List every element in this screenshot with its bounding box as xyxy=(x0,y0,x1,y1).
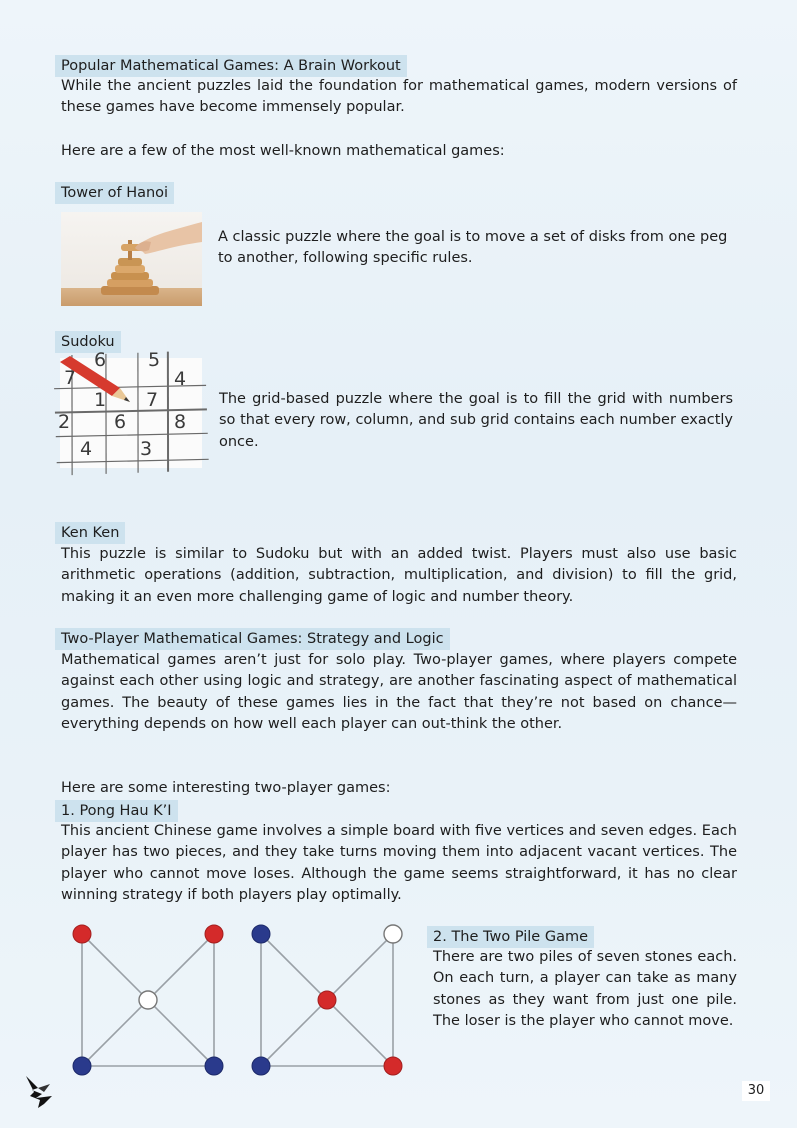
blue-piece xyxy=(252,1057,270,1075)
sudoku-photo xyxy=(58,349,202,468)
sudoku-digit: 2 xyxy=(58,411,71,433)
paragraph-kenken: This puzzle is similar to Sudoku but with an added twist. Players must also use basic arithmetic operations (addition, subtraction, multiplication, and division) to fill the grid, making it an even more challenging game of logic and number theory. xyxy=(61,546,737,605)
red-piece xyxy=(73,925,91,943)
sudoku-digit: 1 xyxy=(94,389,107,411)
publisher-logo-icon xyxy=(24,1074,56,1108)
sudoku-digit: 8 xyxy=(174,411,187,433)
section-heading-kenken: Ken Ken xyxy=(55,522,125,544)
paragraph-two-pile: There are two piles of seven stones each. On each turn, a player can take as many stones as they want from just one pile. The loser is the player who cannot move. xyxy=(433,949,737,1029)
paragraph-popular-list-intro: Here are a few of the most well-known mathematical games: xyxy=(61,143,505,159)
paragraph-two-player-list-intro: Here are some interesting two-player games: xyxy=(61,780,391,796)
paragraph-two-player: Mathematical games aren’t just for solo play. Two-player games, where players compete against each other using logic and strategy, are another fascinating aspect of mathematical games. The beauty of these games lies in the fact that they’re not based on chance—everything depends on how well each player can out-think the other. xyxy=(61,652,737,732)
paragraph-popular-intro: While the ancient puzzles laid the foundation for mathematical games, modern versions of these games have become immensely popular. xyxy=(61,78,737,116)
sudoku-digit: 6 xyxy=(94,349,107,371)
sudoku-digit: 5 xyxy=(148,349,161,371)
paragraph-pong-hau: This ancient Chinese game involves a simple board with five vertices and seven edges. Each player has two pieces, and they take turns moving them into adjacent vacant vertices. The player who cannot move loses. Although the game seems straightforward, it has no clear winning strategy if both players play optimally. xyxy=(61,823,737,903)
blue-piece xyxy=(252,925,270,943)
sudoku-digit: 6 xyxy=(114,411,127,433)
section-heading-popular: Popular Mathematical Games: A Brain Workout xyxy=(55,55,407,77)
section-heading-sudoku: Sudoku xyxy=(55,331,121,353)
empty-vertex xyxy=(139,991,157,1009)
red-piece xyxy=(318,991,336,1009)
section-heading-hanoi: Tower of Hanoi xyxy=(55,182,174,204)
sudoku-digit: 7 xyxy=(146,389,159,411)
blue-piece xyxy=(205,1057,223,1075)
pong-hau-boards-diagram xyxy=(60,918,420,1083)
blue-piece xyxy=(73,1057,91,1075)
red-piece xyxy=(384,1057,402,1075)
sudoku-digit: 7 xyxy=(64,367,77,389)
sudoku-digit: 4 xyxy=(174,368,187,390)
section-heading-two-pile: 2. The Two Pile Game xyxy=(427,926,594,948)
section-heading-pong-hau: 1. Pong Hau K’I xyxy=(55,800,178,822)
red-piece xyxy=(205,925,223,943)
paragraph-hanoi: A classic puzzle where the goal is to move a set of disks from one peg to another, following specific rules. xyxy=(218,229,728,267)
section-heading-two-player: Two-Player Mathematical Games: Strategy and Logic xyxy=(55,628,450,650)
sudoku-digit: 3 xyxy=(140,438,153,460)
paragraph-sudoku: The grid-based puzzle where the goal is to fill the grid with numbers so that every row, column, and sub grid contains each number exactly once. xyxy=(219,391,733,450)
empty-vertex xyxy=(384,925,402,943)
page-number: 30 xyxy=(742,1081,770,1101)
tower-of-hanoi-photo xyxy=(61,212,202,306)
sudoku-digit: 4 xyxy=(80,438,93,460)
